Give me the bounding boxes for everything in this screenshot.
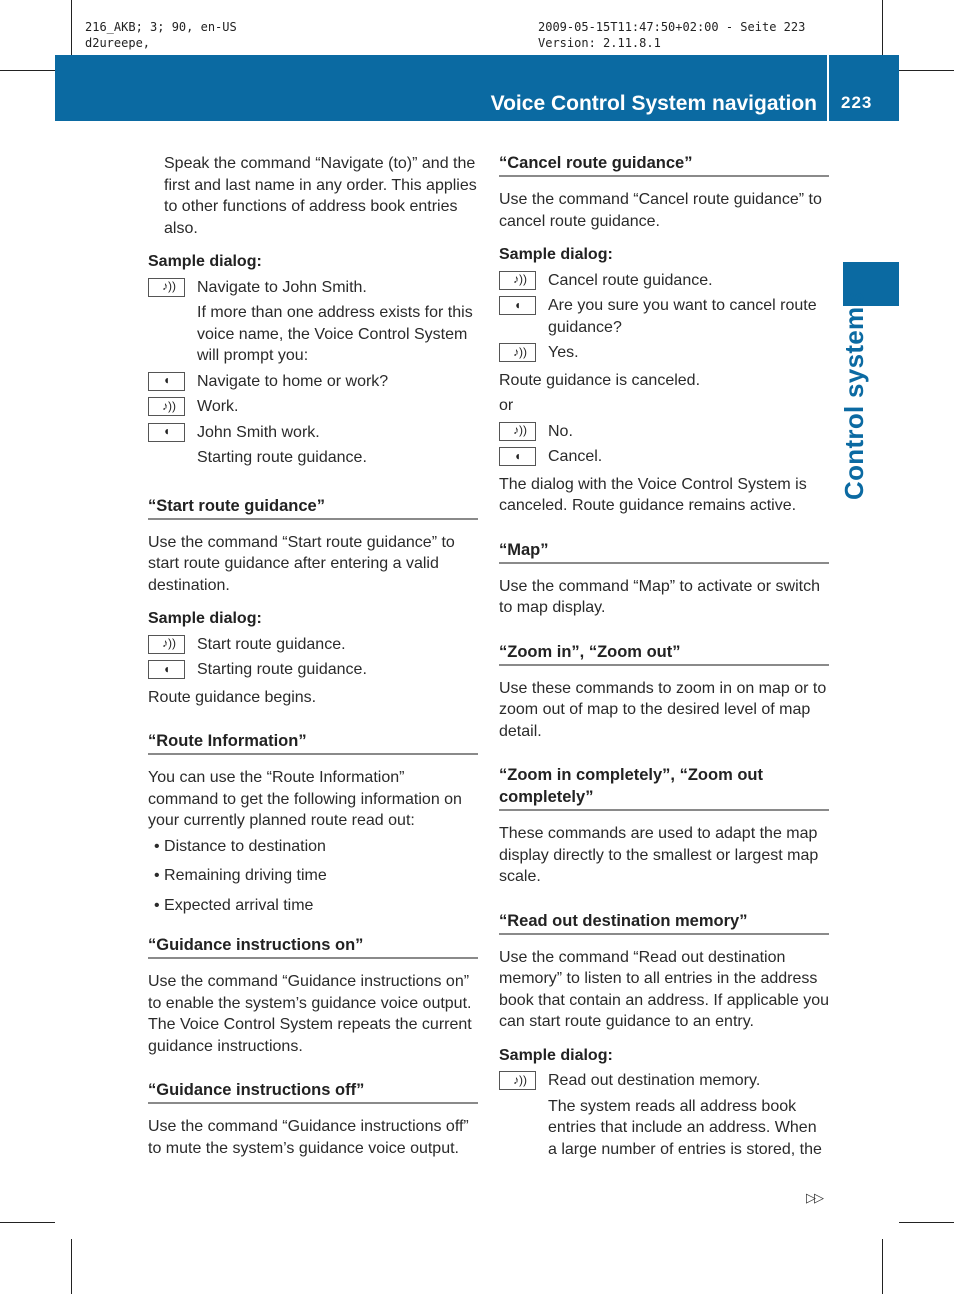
dialog-line [499,295,829,338]
dialog-line [499,421,829,443]
sample-dialog-label: Sample dialog: [148,253,262,270]
dialog-text: Are you sure you want to cancel route guidance? [548,297,817,336]
section-header-bar [55,55,899,121]
dialog-text: No. [548,422,573,440]
heading-route-information: “Route Information” [148,730,478,755]
meta-line: 216_AKB; 3; 90, en-US [85,20,237,34]
voice-output-icon: ◖ [148,660,185,679]
dialog-text: Navigate to home or work? [197,372,389,390]
list-item: • Remaining driving time [148,865,478,887]
heading-read-out-destination-memory: “Read out destination memory” [499,910,829,935]
speak-icon: ♪)) [499,271,536,290]
crop-mark [882,1239,883,1294]
speak-icon: ♪)) [148,635,185,654]
chapter-label: Control systems [839,291,869,500]
body-paragraph: Use the command “Read out destination memory” to listen to all entries in the address book that contain an address. If applicable you can start route guidance to an entry. [499,948,829,1030]
dialog-note: Starting route guidance. [197,449,367,466]
crop-mark [899,70,954,71]
print-meta-left [85,19,237,51]
sample-dialog-label: Sample dialog: [499,246,613,263]
heading-guidance-off: “Guidance instructions off” [148,1079,478,1104]
voice-output-icon: ◖ [148,372,185,391]
dialog-line [148,422,478,444]
body-paragraph: You can use the “Route Information” command to get the following information on your currently planned route read out: [148,769,462,829]
dialog-line [499,342,829,364]
page-number: 223 [841,93,873,112]
heading-zoom-completely: “Zoom in completely”, “Zoom out completely” [499,764,829,811]
print-meta-right [538,19,805,51]
intro-paragraph: Speak the command “Navigate (to)” and the first and last name in any order. This applies to other functions of address book entries also. [164,155,477,237]
crop-mark [0,70,55,71]
bullet-list [148,836,478,917]
meta-line: Version: 2.11.8.1 [538,36,661,50]
or-separator: or [499,397,514,414]
speak-icon: ♪)) [148,278,185,297]
dialog-line [499,1070,829,1092]
heading-zoom: “Zoom in”, “Zoom out” [499,641,829,666]
speak-icon: ♪)) [499,343,536,362]
dialog-line [148,277,478,299]
dialog-line [148,396,478,418]
speak-icon: ♪)) [499,422,536,441]
right-column [499,130,829,1164]
heading-map: “Map” [499,539,829,564]
dialog-line [148,634,478,656]
dialog-text: Read out destination memory. [548,1072,761,1089]
body-paragraph: Use the command “Guidance instructions on” to enable the system’s guidance voice output. The Voice Control System repeats the current guidance instructions. [148,973,472,1055]
list-item: • Expected arrival time [148,895,478,917]
dialog-line [148,659,478,681]
section-title: Voice Control System navigation [490,92,817,115]
body-paragraph: Use these commands to zoom in on map or to zoom out of map to the desired level of map detail. [499,679,827,740]
body-paragraph: These commands are used to adapt the map display directly to the smallest or largest map scale. [499,825,819,885]
body-paragraph: Use the command “Guidance instructions off” to mute the system’s guidance voice output. [148,1118,469,1157]
header-divider [827,55,829,121]
dialog-text: Cancel. [548,448,603,465]
sample-dialog-label: Sample dialog: [499,1046,613,1064]
crop-mark [0,1222,55,1223]
dialog-text: Cancel route guidance. [548,271,713,289]
dialog-note: If more than one address exists for this voice name, the Voice Control System will prompt you: [197,304,473,364]
body-paragraph: Use the command “Cancel route guidance” to cancel route guidance. [499,191,822,230]
dialog-line [499,446,829,468]
meta-line: d2ureepe, [85,36,151,50]
body-paragraph: Use the command “Start route guidance” to start route guidance after entering a valid destination. [148,533,455,594]
crop-mark [899,1222,954,1223]
sample-dialog-label: Sample dialog: [148,610,262,627]
heading-start-route-guidance: “Start route guidance” [148,495,478,520]
dialog-line [148,371,478,393]
dialog-text: John Smith work. [197,423,320,441]
dialog-text: Navigate to John Smith. [197,278,367,296]
speak-icon: ♪)) [148,397,185,416]
voice-output-icon: ◖ [499,447,536,466]
body-paragraph: Route guidance begins. [148,688,317,706]
list-item: • Distance to destination [148,836,478,858]
crop-mark [71,1239,72,1294]
heading-cancel-route-guidance: “Cancel route guidance” [499,152,829,177]
dialog-text: Starting route guidance. [197,661,367,678]
dialog-text: Start route guidance. [197,635,346,653]
voice-output-icon: ◖ [148,423,185,442]
dialog-text: Yes. [548,344,579,361]
dialog-text: Work. [197,398,239,415]
heading-guidance-on: “Guidance instructions on” [148,934,478,959]
body-paragraph: The dialog with the Voice Control System is canceled. Route guidance remains active. [499,475,807,514]
meta-line: 2009-05-15T11:47:50+02:00 - Seite 223 [538,20,806,34]
dialog-line [499,270,829,292]
speak-icon: ♪)) [499,1071,536,1090]
crop-mark [882,0,883,55]
dialog-note: The system reads all address book entries that include an address. When a large number of entries is stored, the [548,1097,822,1158]
voice-output-icon: ◖ [499,296,536,315]
body-paragraph: Use the command “Map” to activate or switch to map display. [499,577,821,616]
continue-arrow-icon: ▷▷ [806,1190,822,1205]
left-column [148,153,478,1171]
crop-mark [71,0,72,55]
body-paragraph: Route guidance is canceled. [499,371,701,389]
